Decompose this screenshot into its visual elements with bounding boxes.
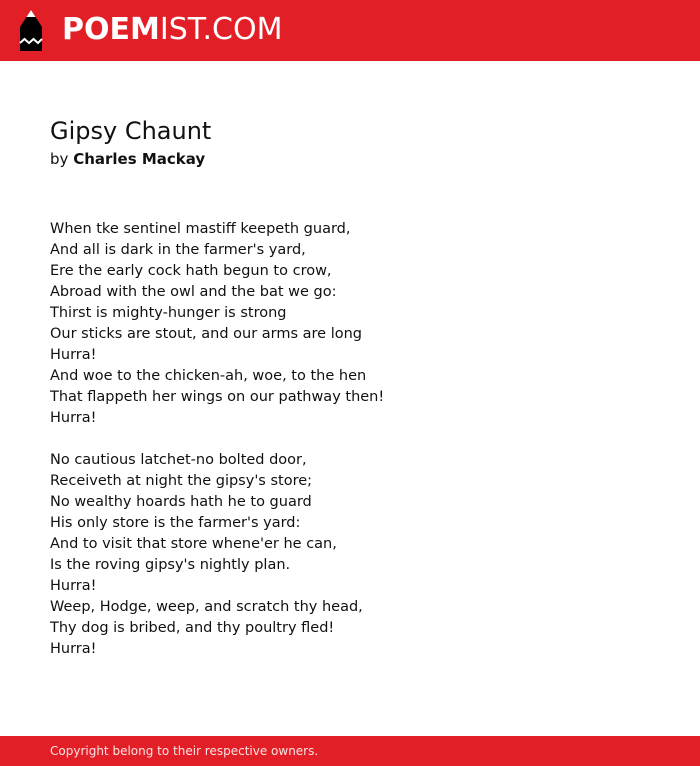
site-footer <box>0 736 700 766</box>
poem-line: Abroad with the owl and the bat we go: <box>50 284 337 300</box>
poem-line: Ere the early cock hath begun to crow, <box>50 263 332 279</box>
site-logo[interactable] <box>62 12 282 48</box>
stanza-2 <box>50 450 650 660</box>
poem-line: Is the roving gipsy's nightly plan. <box>50 557 291 573</box>
poem-line: And all is dark in the farmer's yard, <box>50 242 306 258</box>
poem-line: Thy dog is bribed, and thy poultry fled! <box>50 620 335 636</box>
logo-text-light: IST.COM <box>159 12 283 47</box>
stanza-1 <box>50 219 650 429</box>
poem-line: Hurra! <box>50 578 97 594</box>
byline <box>50 148 205 170</box>
poem-line: No cautious latchet-no bolted door, <box>50 452 307 468</box>
poem-title: Gipsy Chaunt <box>50 117 212 145</box>
site-header <box>0 0 700 61</box>
poem-line: And woe to the chicken-ah, woe, to the hen <box>50 368 367 384</box>
logo-text-bold: POEM <box>62 12 160 47</box>
poem-line: Hurra! <box>50 641 97 657</box>
poem-line: When tke sentinel mastiff keepeth guard, <box>50 221 351 237</box>
poem-line: Hurra! <box>50 347 97 363</box>
poem-line: And to visit that store whene'er he can, <box>50 536 337 552</box>
poem-line: That flappeth her wings on our pathway then! <box>50 389 385 405</box>
pencil-icon[interactable] <box>17 10 45 51</box>
poem-line: Hurra! <box>50 410 97 426</box>
poem-body <box>50 219 650 681</box>
poem-line: Receiveth at night the gipsy's store; <box>50 473 313 489</box>
poem-line: Thirst is mighty-hunger is strong <box>50 305 287 321</box>
poem-line: No wealthy hoards hath he to guard <box>50 494 312 510</box>
by-label: by <box>50 150 69 168</box>
copyright-text: Copyright belong to their respective owners. <box>50 744 319 758</box>
poem-line: Our sticks are stout, and our arms are long <box>50 326 362 342</box>
poem-line: His only store is the farmer's yard: <box>50 515 301 531</box>
poem-line: Weep, Hodge, weep, and scratch thy head, <box>50 599 363 615</box>
poem-author: Charles Mackay <box>73 150 206 168</box>
